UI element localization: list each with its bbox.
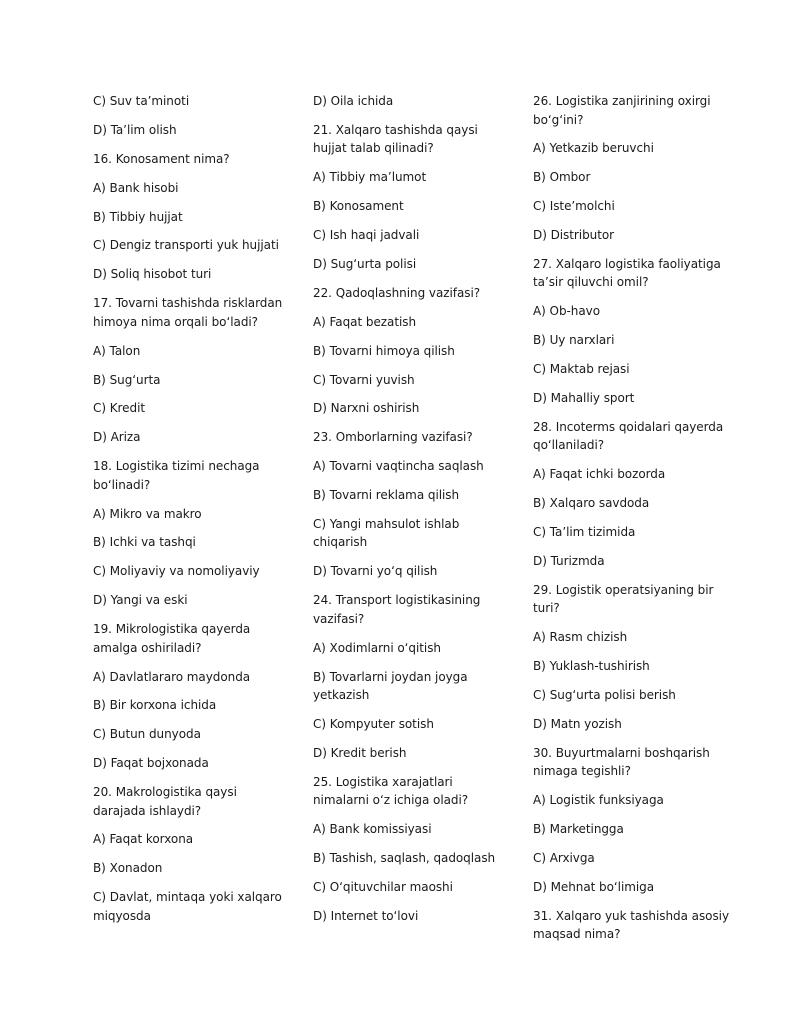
answer-option: A) Tibbiy ma’lumot	[313, 170, 427, 185]
answer-option: B) Uy narxlari	[533, 333, 615, 348]
answer-option: A) Talon	[93, 343, 141, 358]
answer-option: A) Faqat korxona	[93, 832, 194, 847]
answer-option: A) Yetkazib beruvchi	[533, 141, 654, 156]
answer-option: D) Distributor	[533, 228, 615, 243]
answer-option: A) Bank komissiyasi	[313, 822, 432, 837]
answer-option: D) Internet to‘lovi	[313, 908, 419, 923]
question-text: 18. Logistika tizimi nechaga bo‘linadi?	[93, 459, 260, 492]
answer-option: D) Mahalliy sport	[533, 391, 635, 406]
answer-option: B) Yuklash-tushirish	[533, 659, 650, 674]
answer-option: B) Sug‘urta	[93, 372, 161, 387]
answer-option: D) Faqat bojxonada	[93, 756, 209, 771]
answer-option: C) O‘qituvchilar maoshi	[313, 879, 453, 894]
answer-option: C) Davlat, mintaqa yoki xalqaro miqyosda	[93, 890, 282, 923]
column-2	[313, 92, 509, 936]
question-text: 27. Xalqaro logistika faoliyatiga ta’sir qiluvchi omil?	[533, 256, 721, 290]
answer-option: B) Xalqaro savdoda	[533, 496, 650, 511]
answer-option: D) Narxni oshirish	[313, 401, 420, 416]
answer-option: D) Tovarni yo‘q qilish	[313, 564, 438, 579]
answer-option: B) Tovarni reklama qilish	[313, 488, 460, 503]
answer-option: D) Sug‘urta polisi	[313, 256, 417, 271]
question-text: 23. Omborlarning vazifasi?	[313, 430, 473, 445]
question-text: 30. Buyurtmalarni boshqarish nimaga tegishli?	[533, 745, 710, 779]
answer-option: C) Ish haqi jadvali	[313, 228, 420, 243]
answer-option: D) Ta’lim olish	[93, 122, 177, 137]
answer-option: C) Iste’molchi	[533, 199, 615, 214]
answer-option: B) Xonadon	[93, 861, 163, 876]
answer-option: C) Kredit	[93, 401, 146, 416]
answer-option: C) Suv ta’minoti	[93, 94, 190, 108]
answer-option: B) Ichki va tashqi	[93, 535, 196, 550]
answer-option: C) Sug‘urta polisi berish	[533, 688, 676, 703]
question-text: 22. Qadoqlashning vazifasi?	[313, 285, 481, 300]
answer-option: B) Konosament	[313, 199, 404, 214]
question-text: 19. Mikrologistika qayerda amalga oshiriladi?	[93, 622, 251, 655]
question-text: 25. Logistika xarajatlari nimalarni o‘z ichiga oladi?	[313, 774, 469, 808]
question-text: 26. Logistika zanjirining oxirgi bo‘g‘ini?	[533, 94, 711, 127]
answer-option: A) Ob-havo	[533, 304, 601, 319]
answer-option: C) Dengiz transporti yuk hujjati	[93, 238, 279, 253]
answer-option: B) Ombor	[533, 170, 591, 185]
answer-option: A) Faqat ichki bozorda	[533, 467, 666, 482]
answer-option: A) Faqat bezatish	[313, 314, 417, 329]
answer-option: A) Tovarni vaqtincha saqlash	[313, 459, 484, 474]
question-text: 16. Konosament nima?	[93, 151, 230, 166]
answer-option: A) Bank hisobi	[93, 180, 179, 195]
answer-option: B) Tibbiy hujjat	[93, 209, 183, 224]
answer-option: D) Oila ichida	[313, 94, 394, 108]
question-text: 21. Xalqaro tashishda qaysi hujjat talab qilinadi?	[313, 122, 478, 156]
answer-option: D) Ariza	[93, 430, 141, 445]
question-text: 24. Transport logistikasining vazifasi?	[313, 593, 481, 626]
question-text: 29. Logistik operatsiyaning bir turi?	[533, 582, 714, 616]
answer-option: D) Kredit berish	[313, 745, 407, 760]
answer-option: C) Ta’lim tizimida	[533, 525, 636, 540]
answer-option: D) Yangi va eski	[93, 593, 188, 608]
answer-option: A) Mikro va makro	[93, 506, 202, 521]
answer-option: C) Butun dunyoda	[93, 727, 201, 742]
answer-option: D) Soliq hisobot turi	[93, 267, 212, 282]
answer-option: C) Kompyuter sotish	[313, 716, 434, 731]
answer-option: A) Logistik funksiyaga	[533, 793, 664, 808]
answer-option: A) Rasm chizish	[533, 630, 628, 645]
question-text: 20. Makrologistika qaysi darajada ishlaydi?	[93, 785, 237, 818]
question-text: 31. Xalqaro yuk tashishda asosiy maqsad nima?	[533, 908, 730, 942]
answer-option: B) Bir korxona ichida	[93, 698, 217, 713]
answer-option: C) Moliyaviy va nomoliyaviy	[93, 564, 260, 579]
column-3	[533, 92, 729, 954]
question-text: 28. Incoterms qoidalari qayerda qo‘llaniladi?	[533, 419, 724, 453]
column-1	[93, 92, 289, 936]
answer-option: B) Tovarlarni joydan joyga yetkazish	[313, 669, 468, 703]
answer-option: D) Mehnat bo‘limiga	[533, 879, 655, 894]
answer-option: B) Tovarni himoya qilish	[313, 343, 455, 358]
answer-option: C) Tovarni yuvish	[313, 372, 415, 387]
answer-option: B) Marketingga	[533, 822, 624, 837]
question-text: 17. Tovarni tashishda risklardan himoya nima orqali bo‘ladi?	[93, 296, 283, 329]
answer-option: D) Turizmda	[533, 553, 605, 568]
answer-option: D) Matn yozish	[533, 716, 622, 731]
answer-option: C) Maktab rejasi	[533, 362, 630, 377]
answer-option: C) Arxivga	[533, 850, 595, 865]
answer-option: A) Xodimlarni o‘qitish	[313, 640, 441, 655]
answer-option: C) Yangi mahsulot ishlab chiqarish	[313, 516, 460, 550]
answer-option: A) Davlatlararo maydonda	[93, 669, 251, 684]
answer-option: B) Tashish, saqlash, qadoqlash	[313, 850, 496, 865]
